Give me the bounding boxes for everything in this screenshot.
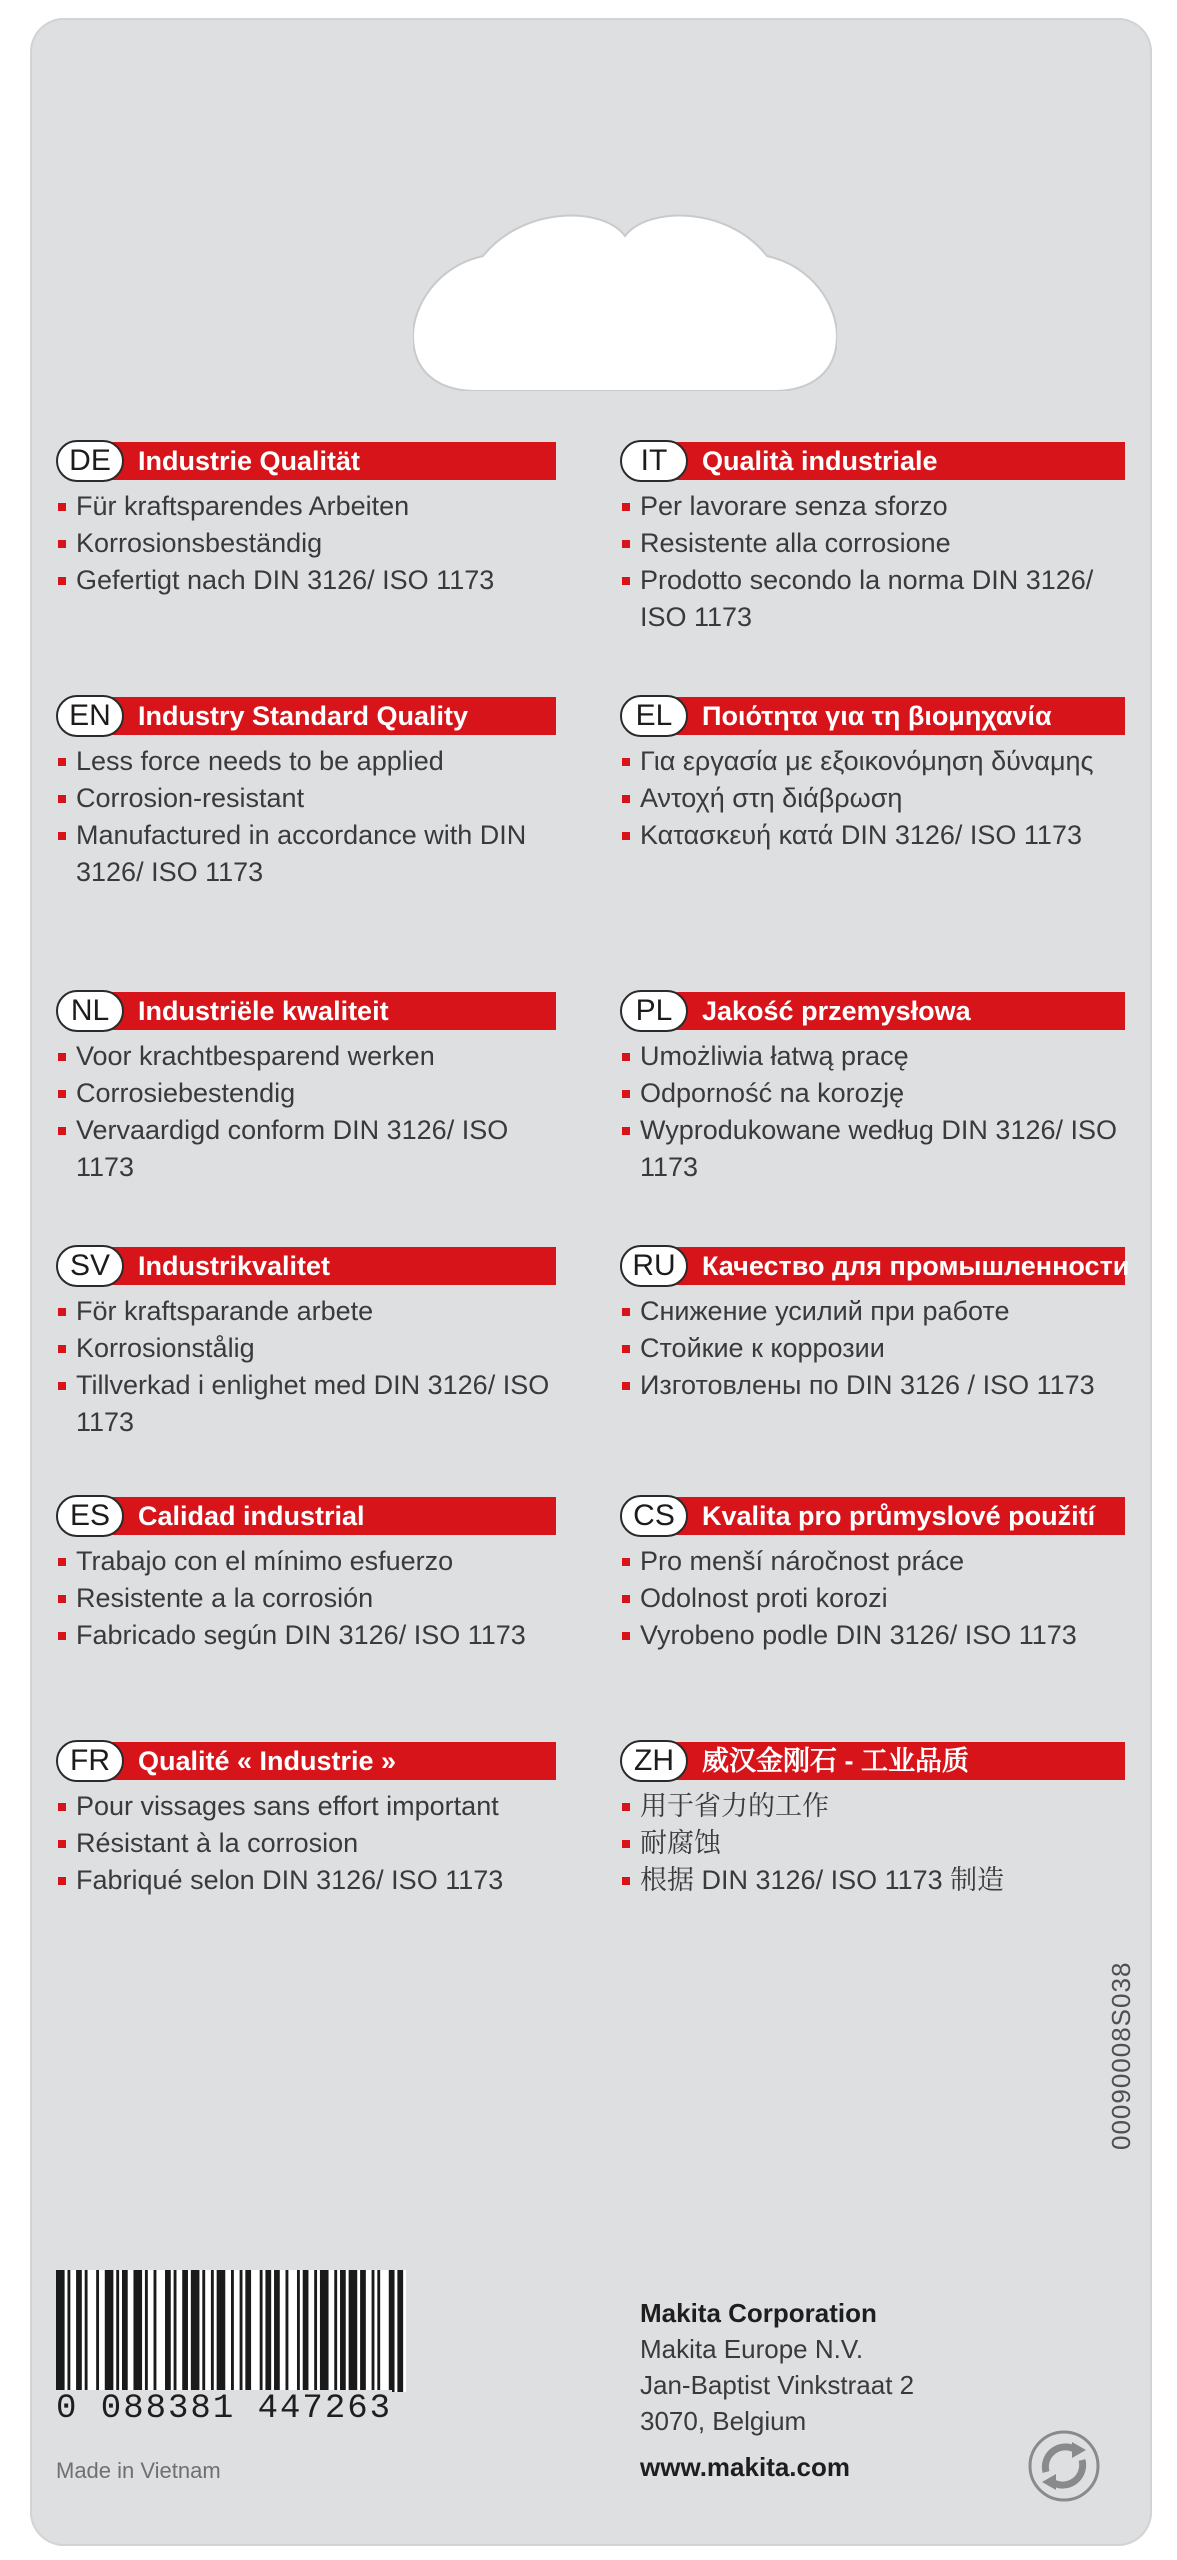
barcode-bar (211, 2270, 214, 2392)
feature-item: För kraftsparande arbete (56, 1293, 556, 1330)
barcode-bar (116, 2270, 119, 2392)
feature-list (620, 1543, 1125, 1654)
barcode (56, 2270, 406, 2392)
feature-item: Αντοχή στη διάβρωση (620, 780, 1125, 817)
feature-item: Korrosionstålig (56, 1330, 556, 1367)
barcode-bar (303, 2270, 309, 2392)
feature-item: Изготовлены по DIN 3126 / ISO 1173 (620, 1367, 1125, 1404)
barcode-bar (372, 2270, 375, 2392)
section-title: Jakość przemysłowa (702, 996, 971, 1026)
language-code-badge: CS (620, 1495, 688, 1537)
feature-item: Trabajo con el mínimo esfuerzo (56, 1543, 556, 1580)
barcode-bar (165, 2270, 171, 2392)
section-header (620, 1245, 1130, 1287)
section-title: Industrikvalitet (138, 1251, 331, 1281)
section-title: Qualité « Industrie » (138, 1746, 397, 1776)
language-code-badge: ZH (620, 1740, 688, 1782)
feature-item: Pour vissages sans effort important (56, 1788, 556, 1825)
language-code-badge: RU (620, 1245, 688, 1287)
feature-item: Korrosionsbeständig (56, 525, 556, 562)
barcode-bar (76, 2270, 82, 2392)
section-nl (56, 990, 556, 1186)
feature-list (620, 1788, 1125, 1899)
section-fr (56, 1740, 556, 1899)
feature-list (56, 1293, 556, 1441)
barcode-bar (360, 2270, 366, 2392)
hang-hole (413, 196, 837, 391)
feature-item: Corrosion-resistant (56, 780, 556, 817)
company-line-3: 3070, Belgium (640, 2406, 807, 2436)
feature-list (56, 1543, 556, 1654)
section-header (56, 695, 556, 737)
barcode-bar (334, 2270, 337, 2392)
section-header (620, 990, 1125, 1032)
barcode-bar (67, 2270, 70, 2392)
feature-item: Wyprodukowane według DIN 3126/ ISO 1173 (620, 1112, 1125, 1186)
barcode-bar (349, 2270, 358, 2392)
feature-item: Less force needs to be applied (56, 743, 556, 780)
made-in-label: Made in Vietnam (56, 2458, 221, 2483)
feature-item: Fabricado según DIN 3126/ ISO 1173 (56, 1617, 556, 1654)
feature-item: Voor krachtbesparend werken (56, 1038, 556, 1075)
feature-item: 用于省力的工作 (620, 1788, 1125, 1825)
feature-item: Odporność na korozję (620, 1075, 1125, 1112)
barcode-bar (191, 2270, 200, 2392)
barcode-bar (202, 2270, 205, 2392)
section-title: Qualità industriale (702, 446, 938, 476)
language-code-badge: SV (56, 1245, 124, 1287)
feature-item: Pro menší náročnost práce (620, 1543, 1125, 1580)
feature-item: 耐腐蚀 (620, 1825, 1125, 1862)
section-header (56, 990, 556, 1032)
section-header (56, 1245, 556, 1287)
section-en (56, 695, 556, 891)
section-title: Calidad industrial (138, 1501, 365, 1531)
feature-list (56, 1038, 556, 1186)
section-header (56, 1495, 556, 1537)
barcode-bar (145, 2270, 148, 2392)
feature-item: Vyrobeno podle DIN 3126/ ISO 1173 (620, 1617, 1125, 1654)
feature-item: Vervaardigd conform DIN 3126/ ISO 1173 (56, 1112, 556, 1186)
barcode-bar (397, 2270, 403, 2392)
section-pl (620, 990, 1125, 1186)
section-title: Industriële kwaliteit (138, 996, 389, 1026)
section-header (620, 1740, 1125, 1782)
barcode-bar (133, 2270, 142, 2392)
feature-item: Resistente alla corrosione (620, 525, 1125, 562)
section-title: Industrie Qualität (138, 446, 361, 476)
barcode-bar (320, 2270, 329, 2392)
feature-item: Per lavorare senza sforzo (620, 488, 1125, 525)
barcode-bar (297, 2270, 300, 2392)
language-code-badge: IT (620, 440, 688, 482)
section-header (620, 440, 1125, 482)
company-name: Makita Corporation (640, 2298, 877, 2328)
feature-item: Fabriqué selon DIN 3126/ ISO 1173 (56, 1862, 556, 1899)
language-code-badge: PL (620, 990, 688, 1032)
barcode-bar (265, 2270, 271, 2392)
barcode-bar (340, 2270, 346, 2392)
language-code-badge: NL (56, 990, 124, 1032)
section-title: Ποιότητα για τη βιομηχανία (702, 701, 1052, 731)
section-header (620, 1495, 1125, 1537)
feature-list (56, 1788, 556, 1899)
feature-item: Corrosiebestendig (56, 1075, 556, 1112)
feature-item: Tillverkad i enlighet med DIN 3126/ ISO 1173 (56, 1367, 556, 1441)
feature-item: Resistente a la corrosión (56, 1580, 556, 1617)
section-sv (56, 1245, 556, 1441)
feature-list (620, 1293, 1125, 1404)
feature-item: Gefertigt nach DIN 3126/ ISO 1173 (56, 562, 556, 599)
feature-item: Manufactured in accordance with DIN 3126/ ISO 1173 (56, 817, 556, 891)
language-code-badge: DE (56, 440, 124, 482)
section-title: Качество для промышленности (702, 1251, 1130, 1281)
section-es (56, 1495, 556, 1654)
barcode-bar (105, 2270, 114, 2392)
section-zh (620, 1740, 1125, 1899)
barcode-bar (96, 2270, 99, 2392)
section-ru (620, 1245, 1130, 1404)
barcode-bar (245, 2270, 251, 2392)
feature-item: Résistant à la corrosion (56, 1825, 556, 1862)
section-title: Kvalita pro průmyslové použití (702, 1501, 1096, 1531)
section-it (620, 440, 1125, 636)
feature-item: Стойкие к коррозии (620, 1330, 1125, 1367)
section-cs (620, 1495, 1125, 1654)
barcode-bar (122, 2270, 128, 2392)
company-website: www.makita.com (640, 2452, 850, 2482)
feature-list (56, 488, 556, 599)
company-line-1: Makita Europe N.V. (640, 2334, 864, 2364)
recycle-icon (1026, 2428, 1102, 2504)
barcode-digits: 0 088381 447263 (56, 2390, 393, 2428)
language-code-badge: EN (56, 695, 124, 737)
feature-item: Για εργασία με εξοικονόμηση δύναμης (620, 743, 1125, 780)
feature-list (56, 743, 556, 891)
barcode-bar (260, 2270, 263, 2392)
barcode-bar (274, 2270, 280, 2392)
section-header (56, 1740, 556, 1782)
feature-list (620, 1038, 1125, 1186)
language-code-badge: EL (620, 695, 688, 737)
barcode-bar (174, 2270, 177, 2392)
language-code-badge: ES (56, 1495, 124, 1537)
feature-item: Für kraftsparendes Arbeiten (56, 488, 556, 525)
company-block (640, 2295, 914, 2485)
section-title: 威汉金刚石 - 工业品质 (702, 1746, 969, 1776)
barcode-bar (56, 2270, 65, 2392)
barcode-bar (314, 2270, 317, 2392)
barcode-bar (154, 2270, 157, 2392)
section-de (56, 440, 556, 599)
barcode-bar (389, 2270, 395, 2392)
feature-list (620, 488, 1125, 636)
section-header (620, 695, 1125, 737)
feature-item: Снижение усилий при работе (620, 1293, 1125, 1330)
barcode-bar (85, 2270, 88, 2392)
section-title: Industry Standard Quality (138, 701, 469, 731)
product-code: 00090008S038 (1106, 1961, 1136, 2150)
section-el (620, 695, 1125, 854)
feature-item: Odolnost proti korozi (620, 1580, 1125, 1617)
feature-item: Prodotto secondo la norma DIN 3126/ ISO 1173 (620, 562, 1125, 636)
barcode-bar (182, 2270, 188, 2392)
feature-item: Umożliwia łatwą pracę (620, 1038, 1125, 1075)
barcode-bar (217, 2270, 226, 2392)
section-header (56, 440, 556, 482)
barcode-bar (231, 2270, 234, 2392)
feature-list (620, 743, 1125, 854)
barcode-bar (240, 2270, 243, 2392)
feature-item: Κατασκευή κατά DIN 3126/ ISO 1173 (620, 817, 1125, 854)
barcode-bar (286, 2270, 289, 2392)
language-code-badge: FR (56, 1740, 124, 1782)
company-line-2: Jan-Baptist Vinkstraat 2 (640, 2370, 915, 2400)
feature-item: 根据 DIN 3126/ ISO 1173 制造 (620, 1862, 1125, 1899)
barcode-bar (377, 2270, 380, 2392)
